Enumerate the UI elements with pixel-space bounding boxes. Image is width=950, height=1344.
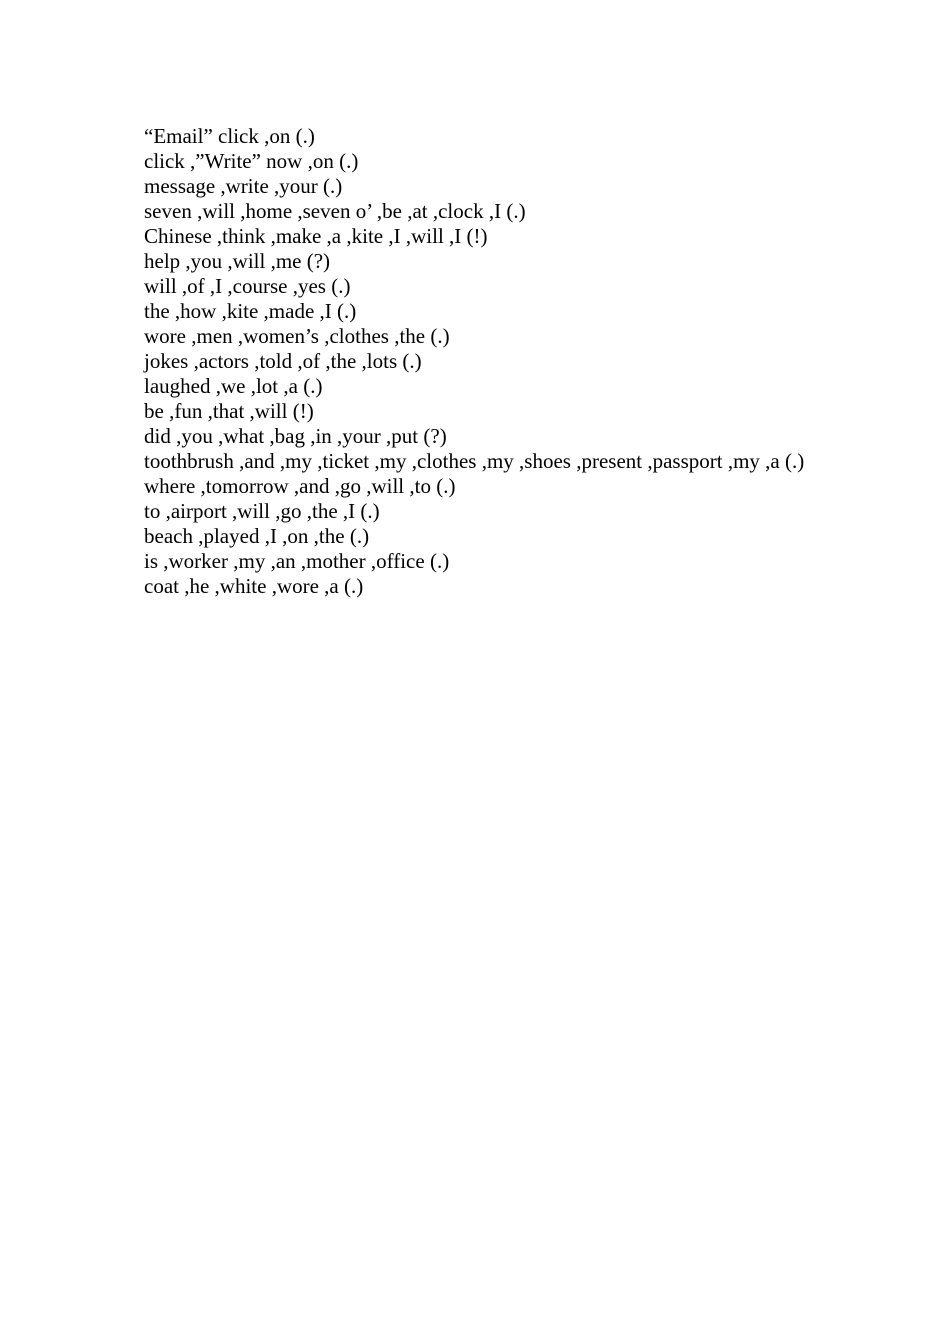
sentence-line: “Email” click ,on (.) [144, 124, 315, 148]
sentence-line: seven ,will ,home ,seven o’ ,be ,at ,clock ,I (.) [144, 199, 526, 223]
sentence-line: laughed ,we ,lot ,a (.) [144, 374, 323, 398]
sentence-line: Chinese ,think ,make ,a ,kite ,I ,will ,I (!) [144, 224, 488, 248]
sentence-line: coat ,he ,white ,wore ,a (.) [144, 574, 364, 598]
sentence-line: click ,”Write” now ,on (.) [144, 149, 359, 173]
sentence-line: be ,fun ,that ,will (!) [144, 399, 314, 423]
sentence-line: jokes ,actors ,told ,of ,the ,lots (.) [144, 349, 422, 373]
sentence-list [144, 124, 809, 599]
sentence-line: the ,how ,kite ,made ,I (.) [144, 299, 357, 323]
sentence-line: beach ,played ,I ,on ,the (.) [144, 524, 370, 548]
sentence-line: where ,tomorrow ,and ,go ,will ,to (.) [144, 474, 456, 498]
sentence-line: did ,you ,what ,bag ,in ,your ,put (?) [144, 424, 447, 448]
sentence-line: toothbrush ,and ,my ,ticket ,my ,clothes ,my ,shoes ,present ,passport ,my ,a (.) [144, 449, 805, 473]
sentence-line: to ,airport ,will ,go ,the ,I (.) [144, 499, 380, 523]
sentence-line: wore ,men ,women’s ,clothes ,the (.) [144, 324, 450, 348]
sentence-line: is ,worker ,my ,an ,mother ,office (.) [144, 549, 450, 573]
sentence-line: message ,write ,your (.) [144, 174, 343, 198]
sentence-line: will ,of ,I ,course ,yes (.) [144, 274, 351, 298]
sentence-line: help ,you ,will ,me (?) [144, 249, 331, 273]
